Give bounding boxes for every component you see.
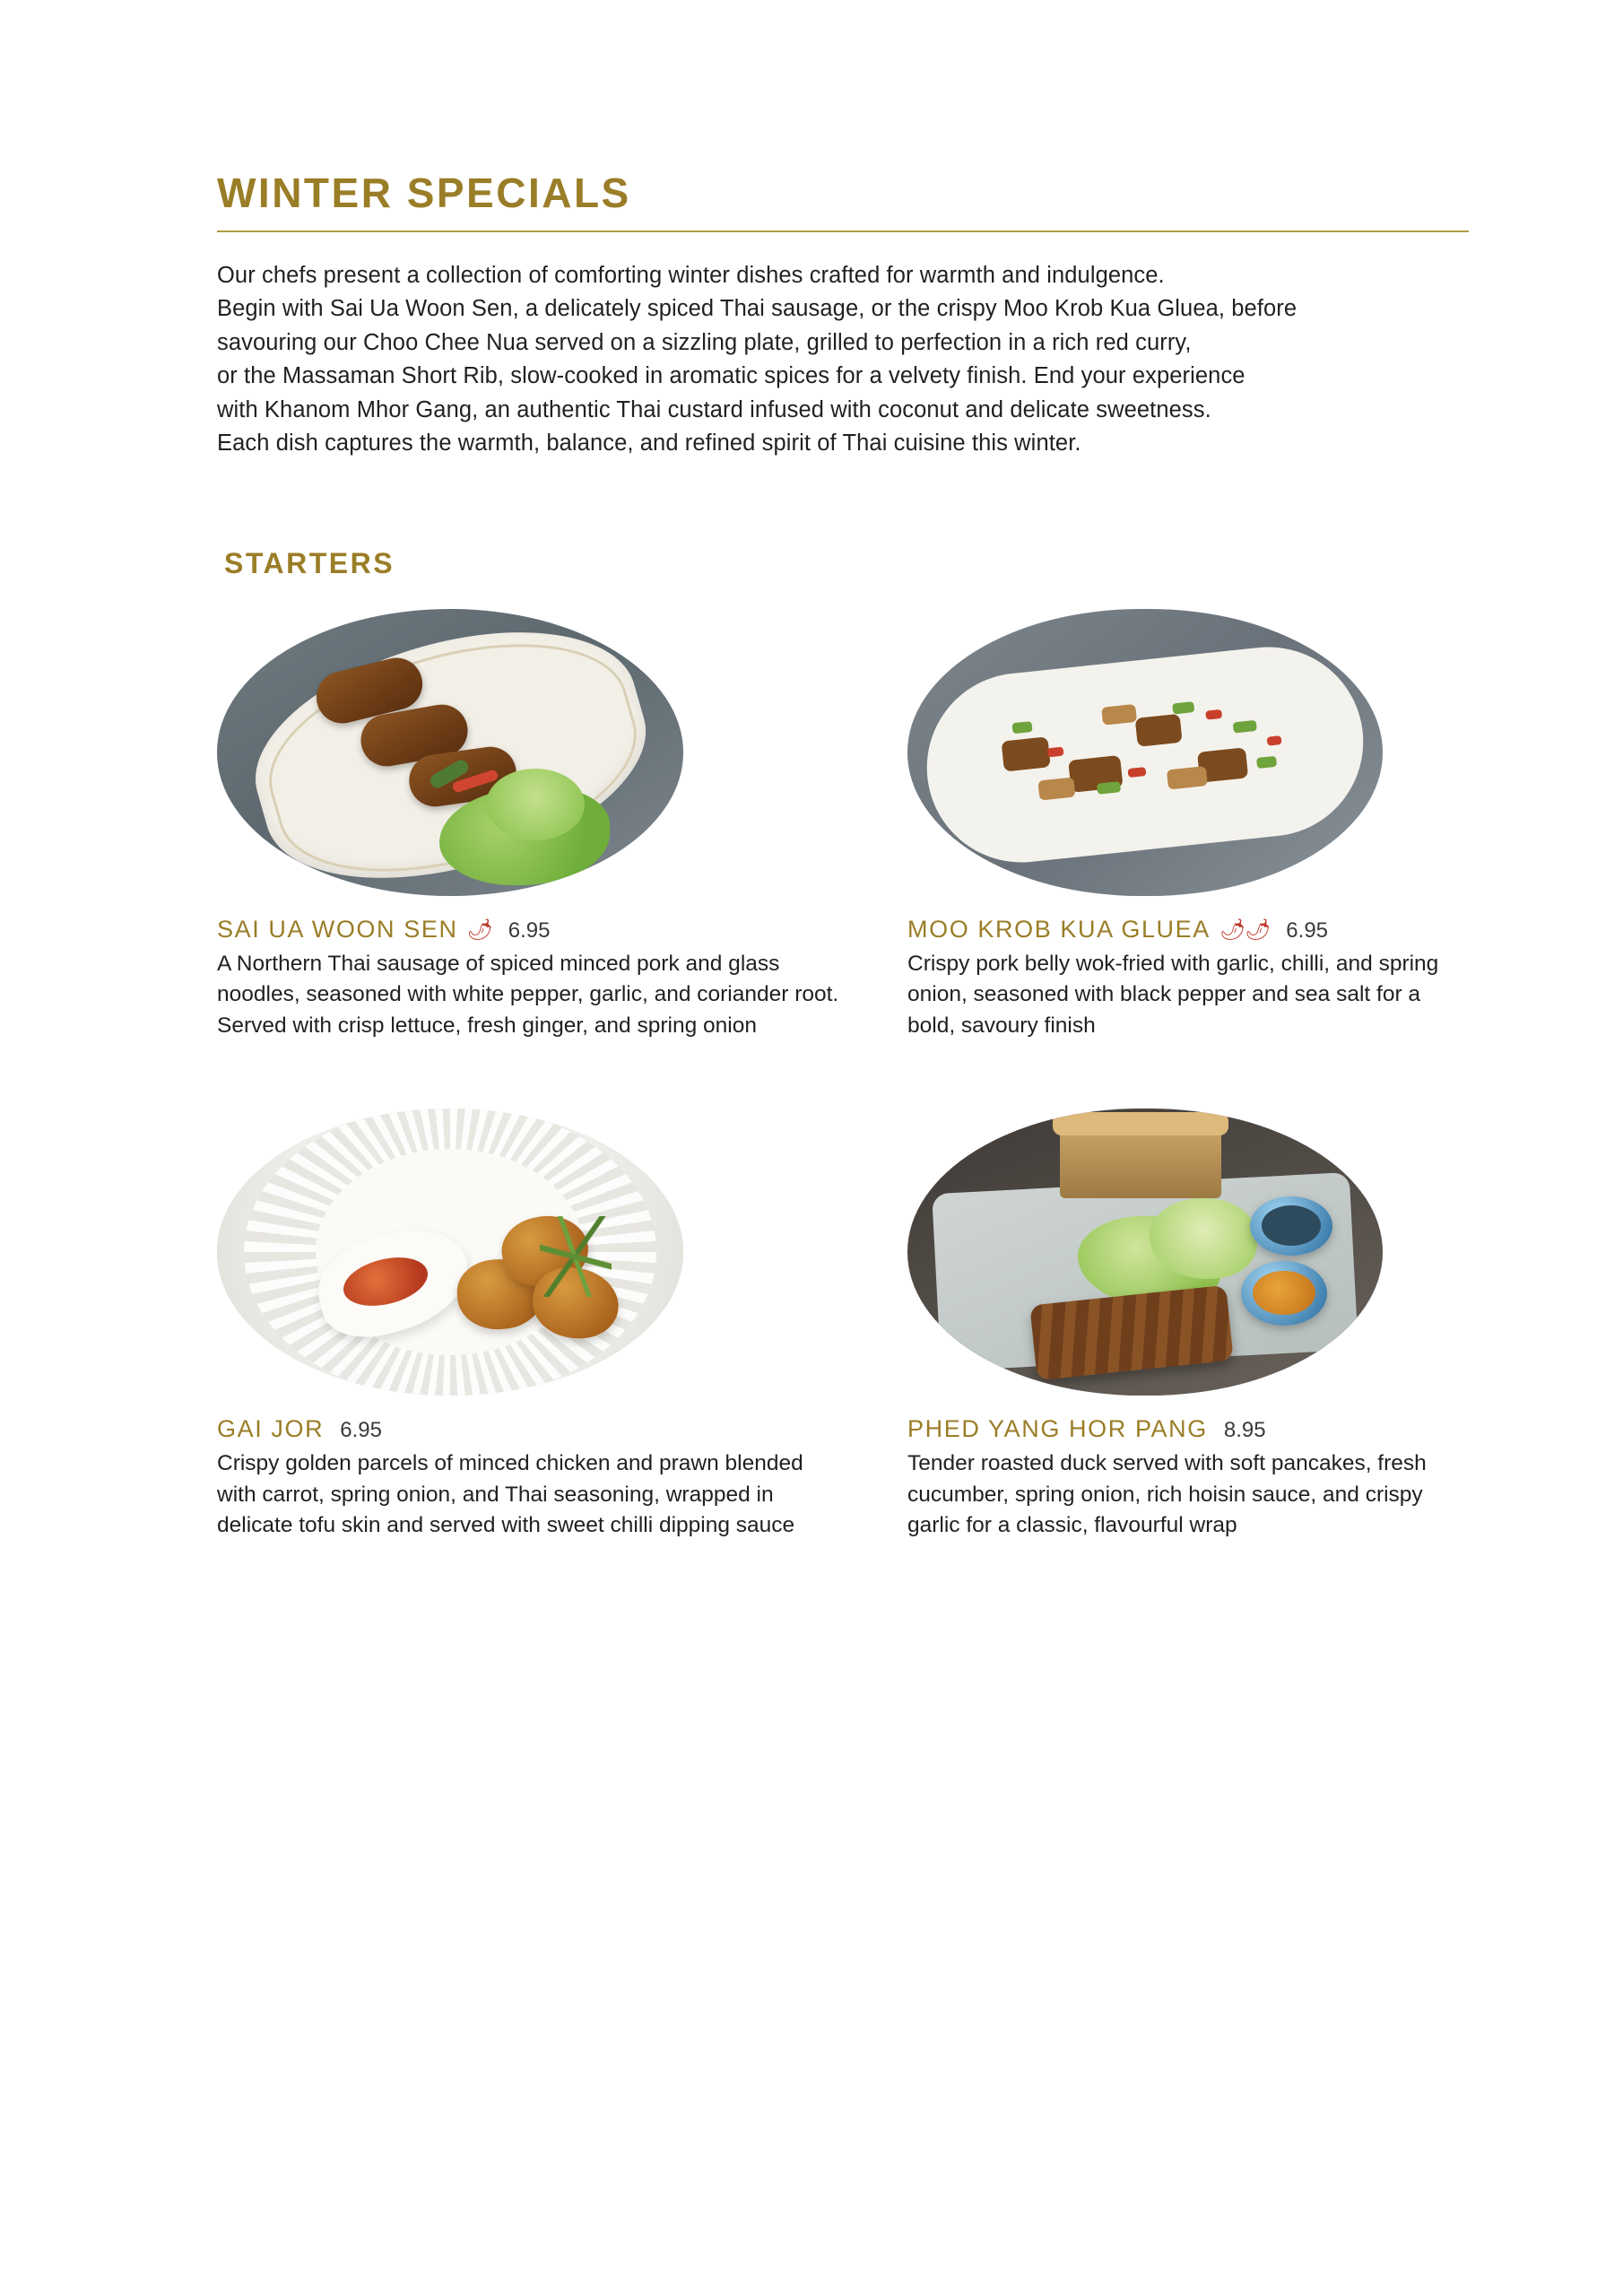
dish-price: 6.95 [340,1417,382,1442]
dish-name: PHED YANG HOR PANG [907,1414,1208,1442]
dish-meta [217,1415,907,1542]
dish-description: Crispy pork belly wok-fried with garlic, chilli, and spring onion, seasoned with black pepper and sea salt for a bold, savoury finish [907,951,1439,1039]
gai-jor-photo [217,1109,683,1396]
section-heading-starters: STARTERS [224,546,395,579]
dish-card[interactable] [217,1109,907,1542]
dish-grid [217,609,1454,1543]
dish-name: MOO KROB KUA GLUEA [907,915,1211,943]
dish-name-row [907,916,1454,944]
title-divider [217,230,1469,232]
dish-meta [217,916,907,1042]
phed-yang-hor-pang-photo [907,1109,1383,1396]
dish-card[interactable] [907,1109,1454,1542]
intro-paragraph [217,259,1454,461]
dish-card[interactable] [907,609,1454,1042]
dish-description: A Northern Thai sausage of spiced minced pork and glass noodles, seasoned with white pepper, garlic, and coriander root. Served with crisp lettuce, fresh ginger, and spring onion [217,951,839,1039]
dish-description: Crispy golden parcels of minced chicken and prawn blended with carrot, spring onion, and Thai seasoning, wrapped in delicate tofu skin and served with sweet chilli dipping sauce [217,1450,803,1538]
dish-name-row [217,916,907,944]
menu-content [217,170,1454,1542]
sai-ua-woon-sen-photo [217,609,683,896]
dish-card[interactable] [217,609,907,1042]
dish-price: 6.95 [1286,918,1329,943]
dish-name: GAI JOR [217,1414,325,1442]
dish-name: SAI UA WOON SEN [217,915,458,943]
chilli-icon: 🌶 [466,917,492,941]
dish-meta [907,916,1454,1042]
dish-description: Tender roasted duck served with soft pancakes, fresh cucumber, spring onion, rich hoisin sauce, and crispy garlic for a classic, flavourful wrap [907,1450,1427,1538]
chilli-icon: 🌶🌶 [1219,917,1271,941]
dish-name-row [907,1415,1454,1443]
dish-price: 8.95 [1223,1417,1266,1442]
moo-krob-kua-gluea-photo [907,609,1383,896]
page-title: WINTER SPECIALS [217,170,631,216]
dish-price: 6.95 [508,918,551,943]
dish-name-row [217,1415,907,1443]
intro-text: Our chefs present a collection of comforting winter dishes crafted for warmth and indulgence. Begin with Sai Ua Woon Sen, a delicately spiced Thai sausage, or the crispy Moo Krob Kua Gluea, before savouring our Choo Chee Nua served on a sizzling plate, grilled to perfection in a rich red curry, or the Massaman Short Rib, slow-cooked in aromatic spices for a velvety finish. End your experience with Khanom Mhor Gang, an authentic Thai custard infused with coconut and delicate sweetness. Each dish captures the warmth, balance, and refined spirit of Thai cuisine this winter. [217,262,1298,457]
dish-meta [907,1415,1454,1542]
